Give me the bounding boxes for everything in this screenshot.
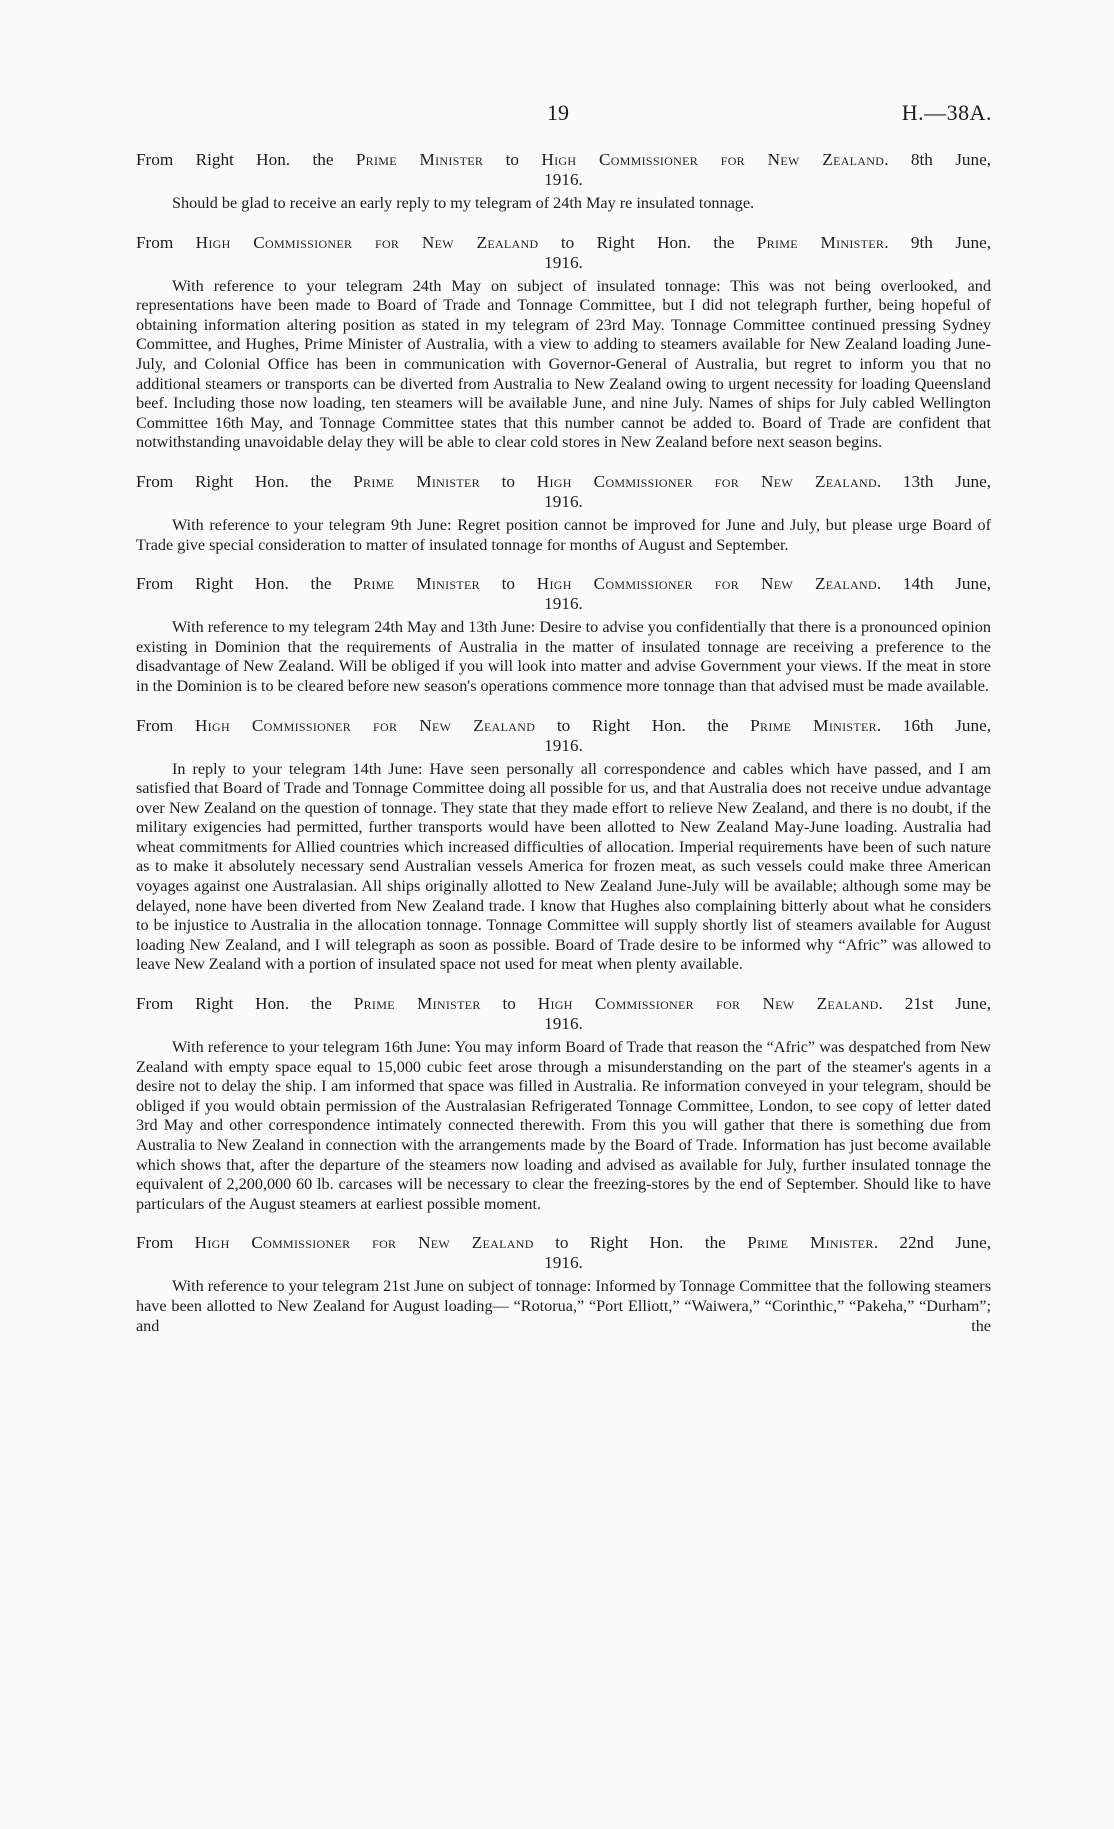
page-number: 19	[547, 100, 569, 125]
recipient: High Commissioner for New Zealand	[541, 150, 885, 169]
recipient: Prime Minister	[747, 1233, 874, 1253]
telegram-entry	[136, 1233, 991, 1336]
telegram-body: With reference to your telegram 16th June: You may inform Board of Trade that reason the “Afric” was despatched from New Zealand with empty space equal to 15,000 cubic feet arose through a misunderstanding on the part of the steamer's agents in a desire not to delay the ship. I am informed that space was filled in Australia. Re information conveyed in your telegram, should be obliged if you would obtain permission of the Australasian Refrigerated Tonnage Committee, London, to see copy of letter dated 3rd May and other correspondence intimately connected therewith. From this you will gather that there is something due from Australia to New Zealand in connection with the arrangements made by the Board of Trade. Information has just become available which shows that, after the departure of the steamers now loading and advised as available for July, further insulated tonnage the equivalent of 2,200,000 60 lb. carcases will be necessary to clear the freezing-stores by the end of September. Should like to have particulars of the August steamers at earliest possible moment.	[136, 1038, 991, 1213]
telegram-heading: From High Commissioner for New Zealand to Right Hon. the Prime Minister. 9th June,	[136, 232, 992, 252]
telegram-heading: From Right Hon. the Prime Minister to High Commissioner for New Zealand. 13th June,	[136, 471, 991, 491]
telegram-entry	[136, 716, 991, 976]
telegram-body: With reference to your telegram 24th May on subject of insulated tonnage: This was not being overlooked, and representations have been made to Board of Trade and Tonnage Committee, but I did not telegraph further, being hopeful of obtaining information altering position as stated in my telegram of 23rd May. Tonnage Committee continued pressing Sydney Committee, and Hughes, Prime Minister of Australia, with a view to adding to steamers available for New Zealand loading June-July, and Colonial Office has been in communication with Governor-General of Australia, but regret to inform you that no additional steamers or transports can be diverted from Australia to New Zealand owing to urgent necessity for loading Queensland beef. Including those now loading, ten steamers will be available June, and nine July. Names of ships for July cabled Wellington Committee 16th May, and Tonnage Committee states that this number cannot be added to. Board of Trade are confident that notwithstanding unavoidable delay they will be able to clear cold stores in New Zealand before next season begins.	[136, 276, 991, 452]
telegram-year: 1916.	[544, 491, 583, 511]
telegram-heading: From Right Hon. the Prime Minister to High Commissioner for New Zealand. 21st June,	[136, 994, 992, 1014]
document-reference: H.—38A.	[901, 100, 992, 125]
telegram-year: 1916.	[544, 735, 583, 755]
page-header	[0, 100, 1114, 130]
sender: High Commissioner for New Zealand	[195, 232, 539, 252]
telegram-date: . 22nd June,	[873, 1233, 991, 1253]
telegram-entry	[136, 233, 991, 453]
telegram-date: . 21st June,	[878, 994, 992, 1014]
telegram-entry	[136, 994, 991, 1214]
recipient: Prime Minister	[750, 715, 877, 735]
sender: High Commissioner for New Zealand	[194, 715, 536, 735]
recipient: High Commissioner for New Zealand	[537, 994, 879, 1014]
telegram-entry	[136, 574, 991, 696]
telegram-entry	[136, 150, 991, 214]
sender: Prime Minister	[355, 150, 484, 169]
telegram-body: With reference to my telegram 24th May and 13th June: Desire to advise you confidentially that there is a pronounced opinion existing in Dominion that the requirements of Australia in the matter of insulated tonnage are receiving a preference to the disadvantage of New Zealand. Will be obliged if you will look into matter and advise Government your views. If the meat in store in the Dominion is to be cleared before new season's operations commence more tonnage than that advised must be made available.	[136, 618, 991, 695]
document-body	[136, 150, 991, 1355]
telegram-heading: From Right Hon. the Prime Minister to High Commissioner for New Zealand. 14th June,	[136, 574, 991, 594]
telegram-year: 1916.	[544, 252, 583, 272]
telegram-year: 1916.	[544, 170, 583, 189]
telegram-year: 1916.	[544, 1014, 583, 1034]
telegram-date: . 13th June,	[876, 471, 991, 491]
telegram-date: . 8th June,	[884, 150, 992, 169]
recipient: High Commissioner for New Zealand	[536, 574, 877, 594]
telegram-heading: From High Commissioner for New Zealand to Right Hon. the Prime Minister. 16th June,	[136, 715, 991, 735]
recipient: Prime Minister	[756, 232, 885, 252]
sender: Prime Minister	[353, 994, 481, 1014]
sender: Prime Minister	[353, 471, 480, 491]
telegram-entry	[136, 472, 991, 555]
telegram-body: Should be glad to receive an early reply to my telegram of 24th May re insulated tonnage.	[172, 194, 755, 212]
sender: Prime Minister	[353, 574, 480, 594]
telegram-heading: From Right Hon. the Prime Minister to High Commissioner for New Zealand. 8th June,	[136, 150, 992, 169]
telegram-date: . 14th June,	[876, 574, 991, 594]
telegram-body: In reply to your telegram 14th June: Have seen personally all correspondence and cables which have passed, and I am satisfied that Board of Trade and Tonnage Committee doing all possible for us, and that Australia does not receive undue advantage over New Zealand on the question of tonnage. They state that they made effort to relieve New Zealand, and there is no doubt, if the military exigencies had permitted, further transports would have been allotted to New Zealand May-June loading. Australia had wheat commitments for Allied countries which increased difficulties of allocation. Imperial requirements have been of such nature as to make it absolutely necessary send Australian vessels America for frozen meat, as such vessels could make three American voyages against one Australasian. All ships originally allotted to New Zealand June-July will be available; although some may be delayed, none have been diverted from New Zealand trade. I know that Hughes also complaining bitterly about what he considers to be injustice to Australia in the allocation tonnage. Tonnage Committee will supply shortly list of steamers available for August loading New Zealand, and I will telegraph as soon as possible. Board of Trade desire to be informed why “Afric” was allowed to leave New Zealand with a portion of insulated space not used for meat when plenty available.	[136, 759, 991, 974]
telegram-date: . 9th June,	[884, 232, 992, 252]
telegram-year: 1916.	[544, 1253, 583, 1273]
telegram-body: With reference to your telegram 21st June on subject of tonnage: Informed by Tonnage Committee that the following steamers have been allotted to New Zealand for August loading— “Rotorua,” “Port Elliott,” “Waiwera,” “Corinthic,” “Pakeha,” “Durham”; and the	[136, 1277, 991, 1335]
sender: High Commissioner for New Zealand	[194, 1233, 534, 1253]
telegram-date: . 16th June,	[876, 715, 991, 735]
telegram-heading: From High Commissioner for New Zealand to Right Hon. the Prime Minister. 22nd June,	[136, 1233, 991, 1253]
telegram-year: 1916.	[544, 594, 583, 614]
telegram-body: With reference to your telegram 9th June: Regret position cannot be improved for June and July, but please urge Board of Trade give special consideration to matter of insulated tonnage for months of August and September.	[136, 515, 991, 554]
recipient: High Commissioner for New Zealand	[536, 471, 877, 491]
